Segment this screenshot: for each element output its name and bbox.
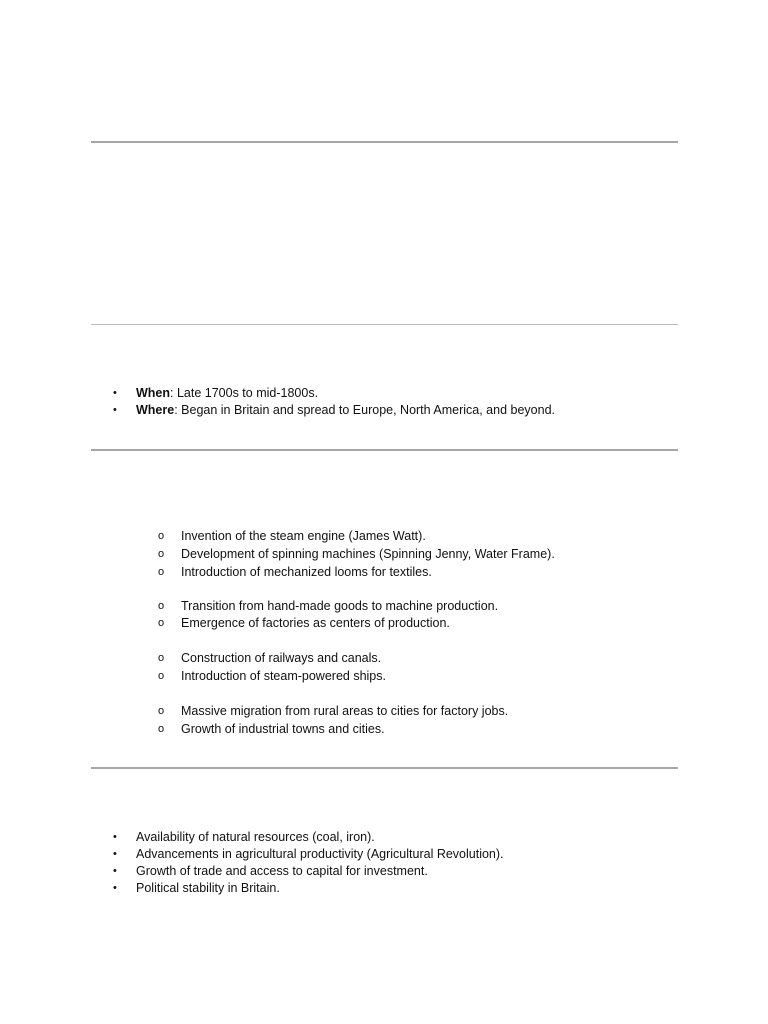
circle-bullet-icon: o: [158, 617, 165, 629]
bullet-icon: •: [113, 404, 117, 416]
bullet-icon: •: [113, 865, 117, 877]
circle-bullet-icon: o: [158, 600, 165, 612]
where-label: Where: [136, 403, 175, 417]
when-text: : Late 1700s to mid-1800s.: [170, 386, 319, 400]
circle-bullet-icon: o: [158, 705, 165, 717]
bullet-icon: •: [113, 848, 117, 860]
circle-bullet-icon: o: [158, 566, 165, 578]
circle-bullet-icon: o: [158, 670, 165, 682]
circle-bullet-icon: o: [158, 548, 165, 560]
circle-bullet-icon: o: [158, 652, 165, 664]
document-page: • When: Late 1700s to mid-1800s. • Where: Began in Britain and spread to Europe, North America, and beyond. o Invention of the steam engine (James Watt). o Development of spinning machines (Spinning Jenny, Water Frame). o Introduction of mechanized looms for textiles. o Transition from hand-made goods to machine production. o Emergence of factories as centers of production. o Construction of railways and canals. o Introduction of steam-powered ships. o Massive migration from rural areas to cities for factory jobs. o Growth of industrial towns and cities. • Availability of natural resources (coal, iron). • Advancements in agricultural productivity (Agricultural Revolution). • Growth of trade and access to capital for investment. • Political stability in Britain.: [0, 0, 768, 1024]
bullet-icon: •: [113, 831, 117, 843]
bullet-icon: •: [113, 387, 117, 399]
when-label: When: [136, 386, 171, 400]
section-divider-4: [91, 767, 678, 769]
circle-bullet-icon: o: [158, 530, 165, 542]
circle-bullet-icon: o: [158, 723, 165, 735]
section-divider-2: [91, 324, 678, 325]
bullet-icon: •: [113, 882, 117, 894]
where-text: : Began in Britain and spread to Europe, North America, and beyond.: [174, 403, 555, 417]
section-divider-3: [91, 449, 678, 451]
section-divider-1: [91, 141, 678, 143]
